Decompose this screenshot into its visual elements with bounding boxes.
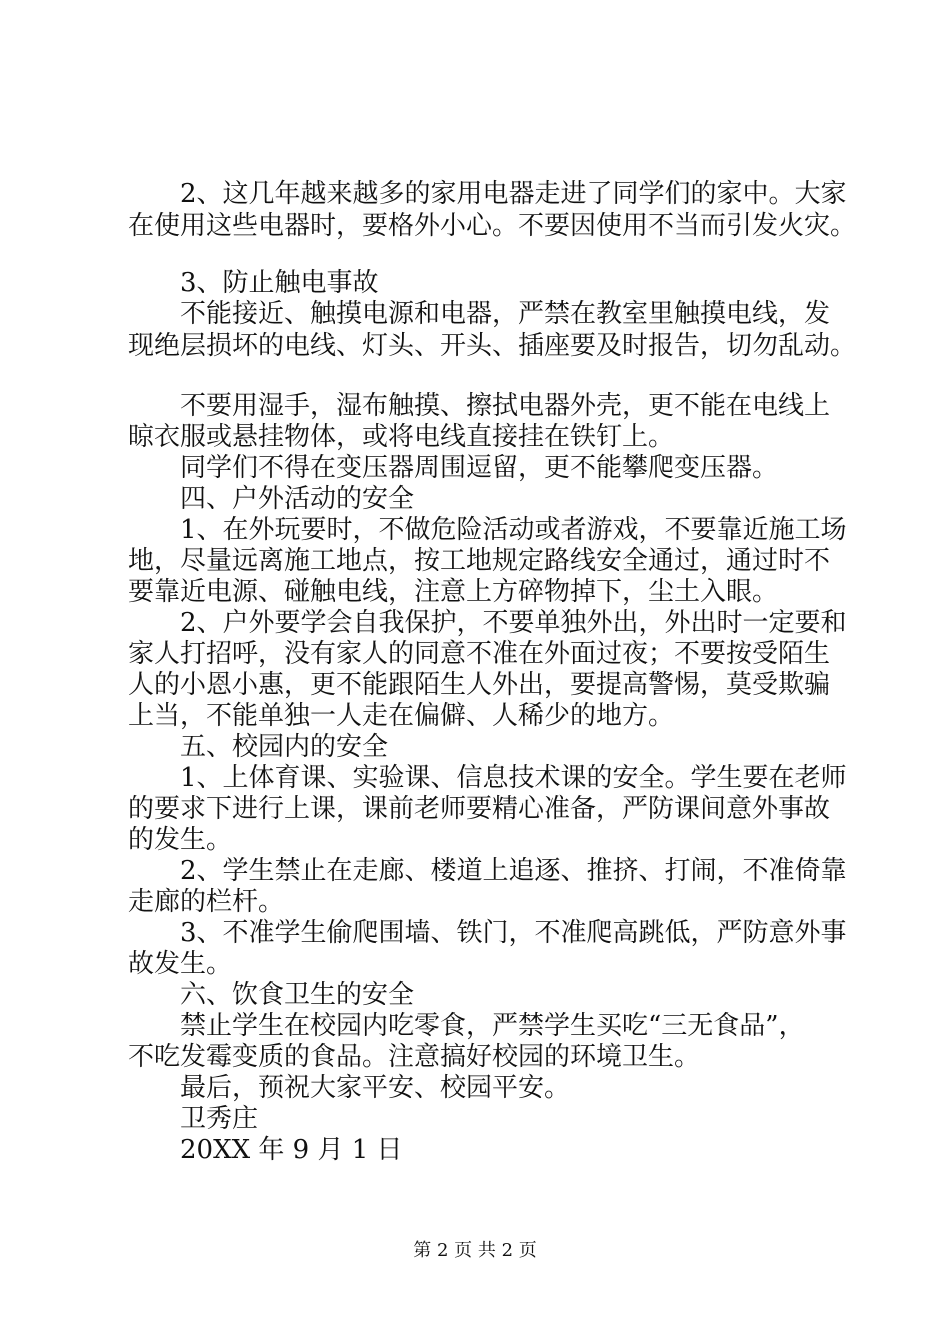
section-heading: 四、户外活动的安全 <box>128 484 415 514</box>
section-heading: 3、防止触电事故 <box>128 268 379 298</box>
body-text-line: 走廊的栏杆。 <box>128 887 285 917</box>
body-text-line: 地，尽量远离施工地点，按工地规定路线安全通过，通过时不 <box>128 546 831 576</box>
page-footer: 第 2 页 共 2 页 <box>413 1240 537 1261</box>
body-text-line: 1、在外玩要时，不做危险活动或者游戏，不要靠近施工场 <box>128 515 847 545</box>
body-text-line: 晾衣服或悬挂物体，或将电线直接挂在铁钉上。 <box>128 422 675 452</box>
section-heading: 五、校园内的安全 <box>128 732 389 762</box>
closing-text: 最后，预祝大家平安、校园平安。 <box>128 1073 571 1103</box>
body-text-line: 上当，不能单独一人走在偏僻、人稀少的地方。 <box>128 701 675 731</box>
body-text-line: 同学们不得在变压器周围逗留，更不能攀爬变压器。 <box>128 453 779 483</box>
body-text-line: 不要用湿手，湿布触摸、擦拭电器外壳，更不能在电线上 <box>128 391 831 421</box>
body-text-line: 现绝层损坏的电线、灯头、开头、插座要及时报告，切勿乱动。 <box>128 331 857 361</box>
body-text-line: 2、这几年越来越多的家用电器走进了同学们的家中。大家 <box>128 179 847 209</box>
body-text-line: 不吃发霉变质的食品。注意搞好校园的环境卫生。 <box>128 1042 701 1072</box>
section-heading: 六、饮食卫生的安全 <box>128 980 415 1010</box>
body-text-line: 在使用这些电器时，要格外小心。不要因使用不当而引发火灾。 <box>128 211 857 241</box>
body-text-line: 要靠近电源、碰触电线，注意上方碎物掉下，尘土入眼。 <box>128 577 779 607</box>
document-date: 20XX 年 9 月 1 日 <box>128 1135 403 1165</box>
body-text-line: 的要求下进行上课，课前老师要精心准备，严防课间意外事故 <box>128 794 831 824</box>
body-text-line: 1、上体育课、实验课、信息技术课的安全。学生要在老师 <box>128 763 847 793</box>
body-text-line: 故发生。 <box>128 949 233 979</box>
body-text-line: 不能接近、触摸电源和电器，严禁在教室里触摸电线，发 <box>128 299 831 329</box>
body-text-line: 禁止学生在校园内吃零食，严禁学生买吃“三无食品”， <box>128 1011 805 1041</box>
body-text-line: 2、学生禁止在走廊、楼道上追逐、推挤、打闹，不准倚靠 <box>128 856 847 886</box>
body-text-line: 3、不准学生偷爬围墙、铁门，不准爬高跳低，严防意外事 <box>128 918 847 948</box>
body-text-line: 的发生。 <box>128 825 233 855</box>
body-text-line: 人的小恩小惠，更不能跟陌生人外出，要提高警惕，莫受欺骗 <box>128 670 831 700</box>
body-text-line: 家人打招呼，没有家人的同意不准在外面过夜；不要按受陌生 <box>128 639 831 669</box>
body-text-line: 2、户外要学会自我保护，不要单独外出，外出时一定要和 <box>128 608 847 638</box>
signature-name: 卫秀庄 <box>128 1104 259 1134</box>
